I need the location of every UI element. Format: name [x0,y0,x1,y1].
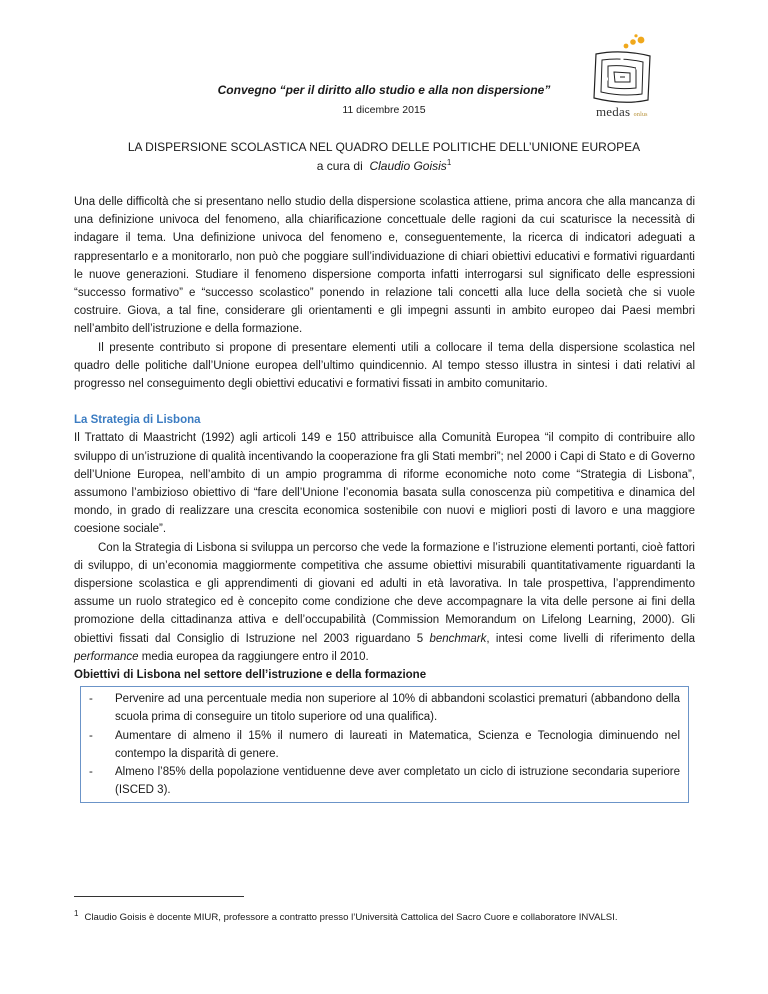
objectives-box [80,686,689,802]
footnote-reference[interactable]: 1 [446,158,452,167]
lisbon-paragraph-1: Il Trattato di Maastricht (1992) agli articoli 149 e 150 attribuisce alla Comunità Europea “il compito di contribuire allo sviluppo di un’istruzione di qualità incentivando la cooperazione fra gli Stati membri”; nel 2000 i Capi di Stato e di Governo dell’Unione Europea, nell’ambito di un ampio programma di riforme economiche noto come “Strategia di Lisbona”, assumono l’ambizioso obiettivo di “fare dell’Unione l’economia basata sulla conoscenza più competitiva e dinamica del mondo, in grado di realizzare una crescita economica sostenibile con nuovi e migliori posti di lavoro e una maggiore coesione sociale”. [74,432,695,536]
list-item: - Pervenire ad una percentuale media non superiore al 10% di abbandoni scolastici prematuri (abbandono della scuola prima di conseguire un titolo superiore od una qualifica). [89,690,680,726]
footnote [74,906,695,925]
objectives-title: Obiettivi di Lisbona nel settore dell’istruzione e della formazione [74,669,427,682]
logo-wordmark: medas [596,104,631,119]
term-benchmark: benchmark [429,632,487,645]
list-item: - Aumentare di almeno il 15% il numero di laureati in Matematica, Scienza e Tecnologia diminuendo nel contempo la disparità di genere. [89,727,680,763]
objective-text: Aumentare di almeno il 15% il numero di laureati in Matematica, Scienza e Tecnologia diminuendo nel contempo la disparità di genere. [115,729,680,760]
conference-date: 11 dicembre 2015 [342,104,426,116]
document-title: LA DISPERSIONE SCOLASTICA NEL QUADRO DELLE POLITICHE DELL’UNIONE EUROPEA [127,140,641,154]
author-name: Claudio Goisis [369,159,447,173]
logo-subtext: onlus [633,112,648,118]
lisbon-paragraph-2 [74,539,695,666]
footnote-number: 1 [74,909,79,918]
document-body [74,193,695,803]
conference-title: Convegno “per il diritto allo studio e alla non dispersione” [217,83,551,97]
lisbon-p2-text-b: , intesi come livelli di riferimento della [486,632,695,645]
intro-paragraph-1: Una delle difficoltà che si presentano nello studio della dispersione scolastica attiene, prima ancora che alla mancanza di una definizione univoca del fenomeno, alla chiarificazione concettuale delle ragioni da cui scaturisce la necessità di indagare il tema. Una definizione univoca del fenomeno e, conseguentemente, la ricerca di indicatori adeguati a rappresentarlo e a monitorarlo, non può che poggiare sull’individuazione di chiari obiettivi educativi e formativi riguardanti le nuove generazioni. Studiare il fenomeno dispersione comporta infatti interrogarsi sul significato delle espressioni “successo formativo” e “successo scolastico” ponendo in relazione tali concetti alla luce della società che si vuole costruire. Giova, a tal fine, considerare gli orientamenti e gli impegni assunti in ambito europeo dai Paesi membri nell’ambito dell’istruzione e della formazione. [74,196,695,336]
objective-text: Pervenire ad una percentuale media non superiore al 10% di abbandoni scolastici prematuri (abbandono della scuola prima di conseguire un titolo superiore od una qualifica). [115,693,680,724]
author-line [0,158,768,173]
curated-prefix: a cura di [316,159,363,173]
lisbon-p2-text-a: Con la Strategia di Lisbona si sviluppa un percorso che vede la formazione e l’istruzione elementi portanti, cioè fattori di sviluppo, di un’economia maggiormente competitiva che assume obiettivi misurabili quantitativamente riguardanti la dispersione scolastica e gli apprendimenti di giovani ed adulti in età lavorativa. In tale prospettiva, l’apprendimento assume un ruolo strategico ed è concepito come condizione che deve accompagnare la vita delle persone ai fini della promozione della cittadinanza attiva e dell’occupabilità (Commission Memorandum on Lifelong Learning, 2000). Gli obiettivi fissati dal Consiglio di Istruzione nel 2003 riguardano 5 [74,541,695,645]
footnote-text: Claudio Goisis è docente MIUR, professore a contratto presso l’Università Cattolica del Sacro Cuore e collaboratore INVALSI. [84,912,618,924]
objective-text: Almeno l’85% della popolazione ventiduenne deve aver completato un ciclo di istruzione secondaria superiore (ISCED 3). [115,766,680,797]
footnote-divider [74,896,244,897]
term-performance: performance [74,650,139,663]
lisbon-p2-text-c: media europea da raggiungere entro il 2010. [138,650,369,663]
list-item: - Almeno l’85% della popolazione ventiduenne deve aver completato un ciclo di istruzione secondaria superiore (ISCED 3). [89,763,680,799]
intro-paragraph-2: Il presente contributo si propone di presentare elementi utili a collocare il tema della dispersione scolastica nel quadro delle politiche dall’Unione europea dell’ultimo quindicennio. Al tempo stesso illustra in sintesi i dati relativi al progresso nel conseguimento degli obiettivi educativi e formativi fissati in ambito comunitario. [74,341,695,391]
section-title-lisbon: La Strategia di Lisbona [74,414,201,427]
